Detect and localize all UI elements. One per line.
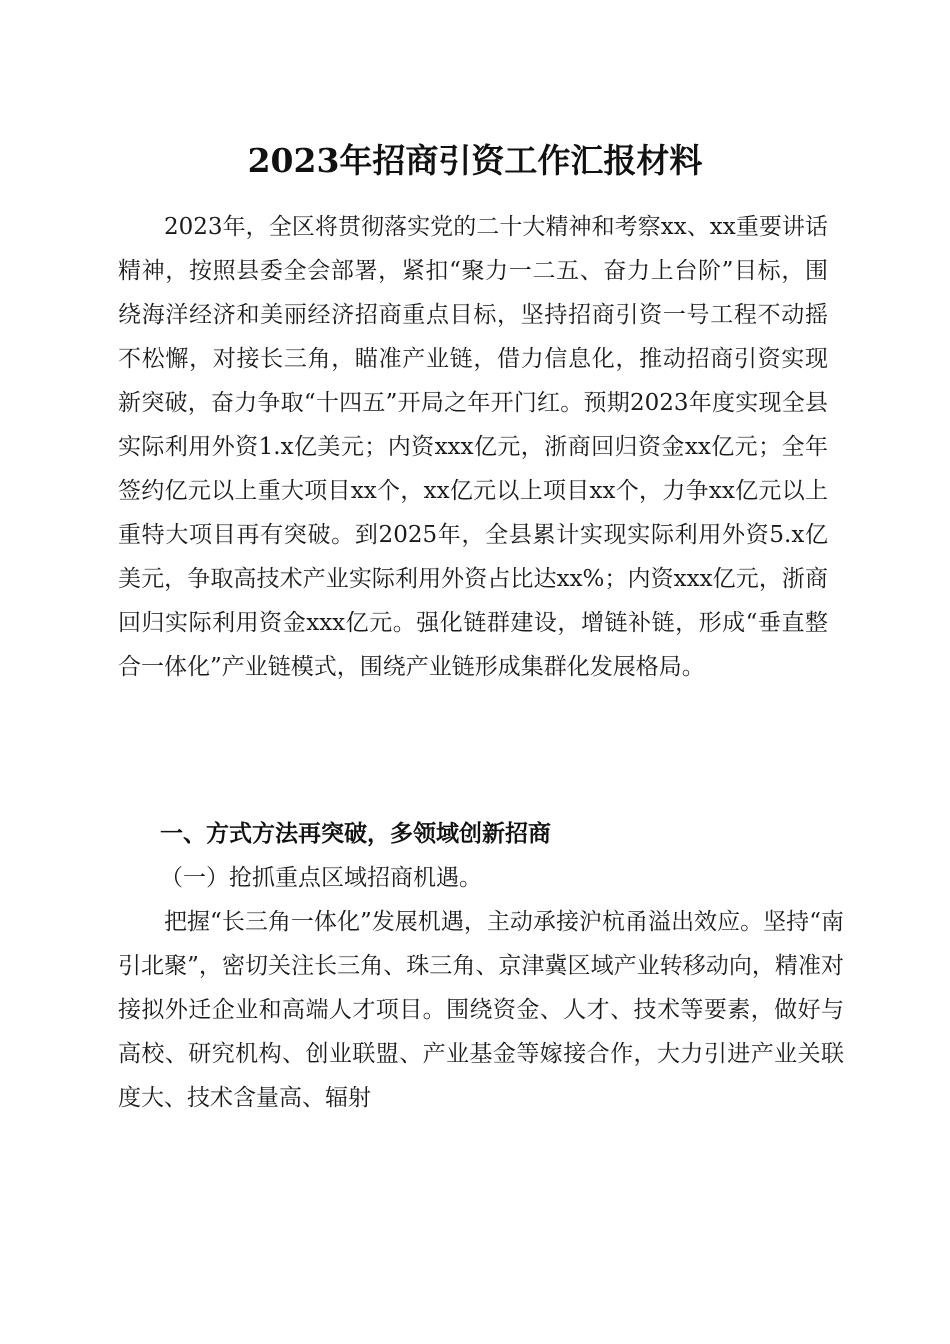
- document-title: 2023年招商引资工作汇报材料: [247, 141, 703, 180]
- subsection-heading: （一）抢抓重点区域招商机遇。: [160, 865, 482, 891]
- section-heading: 一、方式方法再突破，多领域创新招商: [160, 821, 551, 847]
- subsection-paragraph: 把握“长三角一体化”发展机遇，主动承接沪杭甬溢出效应。坚持“南引北聚”，密切关注长三角、珠三角、京津冀区域产业转移动向，精准对接拟外迁企业和高端人才项目。围绕资金、人才、技术等要素，做好与高校、研究机构、创业联盟、产业基金等嫁接合作，大力引进产业关联度大、技术含量高、辐射: [118, 909, 844, 1111]
- intro-paragraph: 2023年，全区将贯彻落实党的二十大精神和考察xx、xx重要讲话精神，按照县委全会部署，紧扣“聚力一二五、奋力上台阶”目标，围绕海洋经济和美丽经济招商重点目标，坚持招商引资一号工程不动摇不松懈，对接长三角，瞄准产业链，借力信息化，推动招商引资实现新突破，奋力争取“十四五”开局之年开门红。预期2023年度实现全县实际利用外资1.x亿美元；内资xxx亿元，浙商回归资金xx亿元；全年签约亿元以上重大项目xx个，xx亿元以上项目xx个，力争xx亿元以上重特大项目再有突破。到2025年，全县累计实现实际利用外资5.x亿美元，争取高技术产业实际利用外资占比达xx%；内资xxx亿元，浙商回归实际利用资金xxx亿元。强化链群建设，增链补链，形成“垂直整合一体化”产业链模式，围绕产业链形成集群化发展格局。: [118, 214, 828, 680]
